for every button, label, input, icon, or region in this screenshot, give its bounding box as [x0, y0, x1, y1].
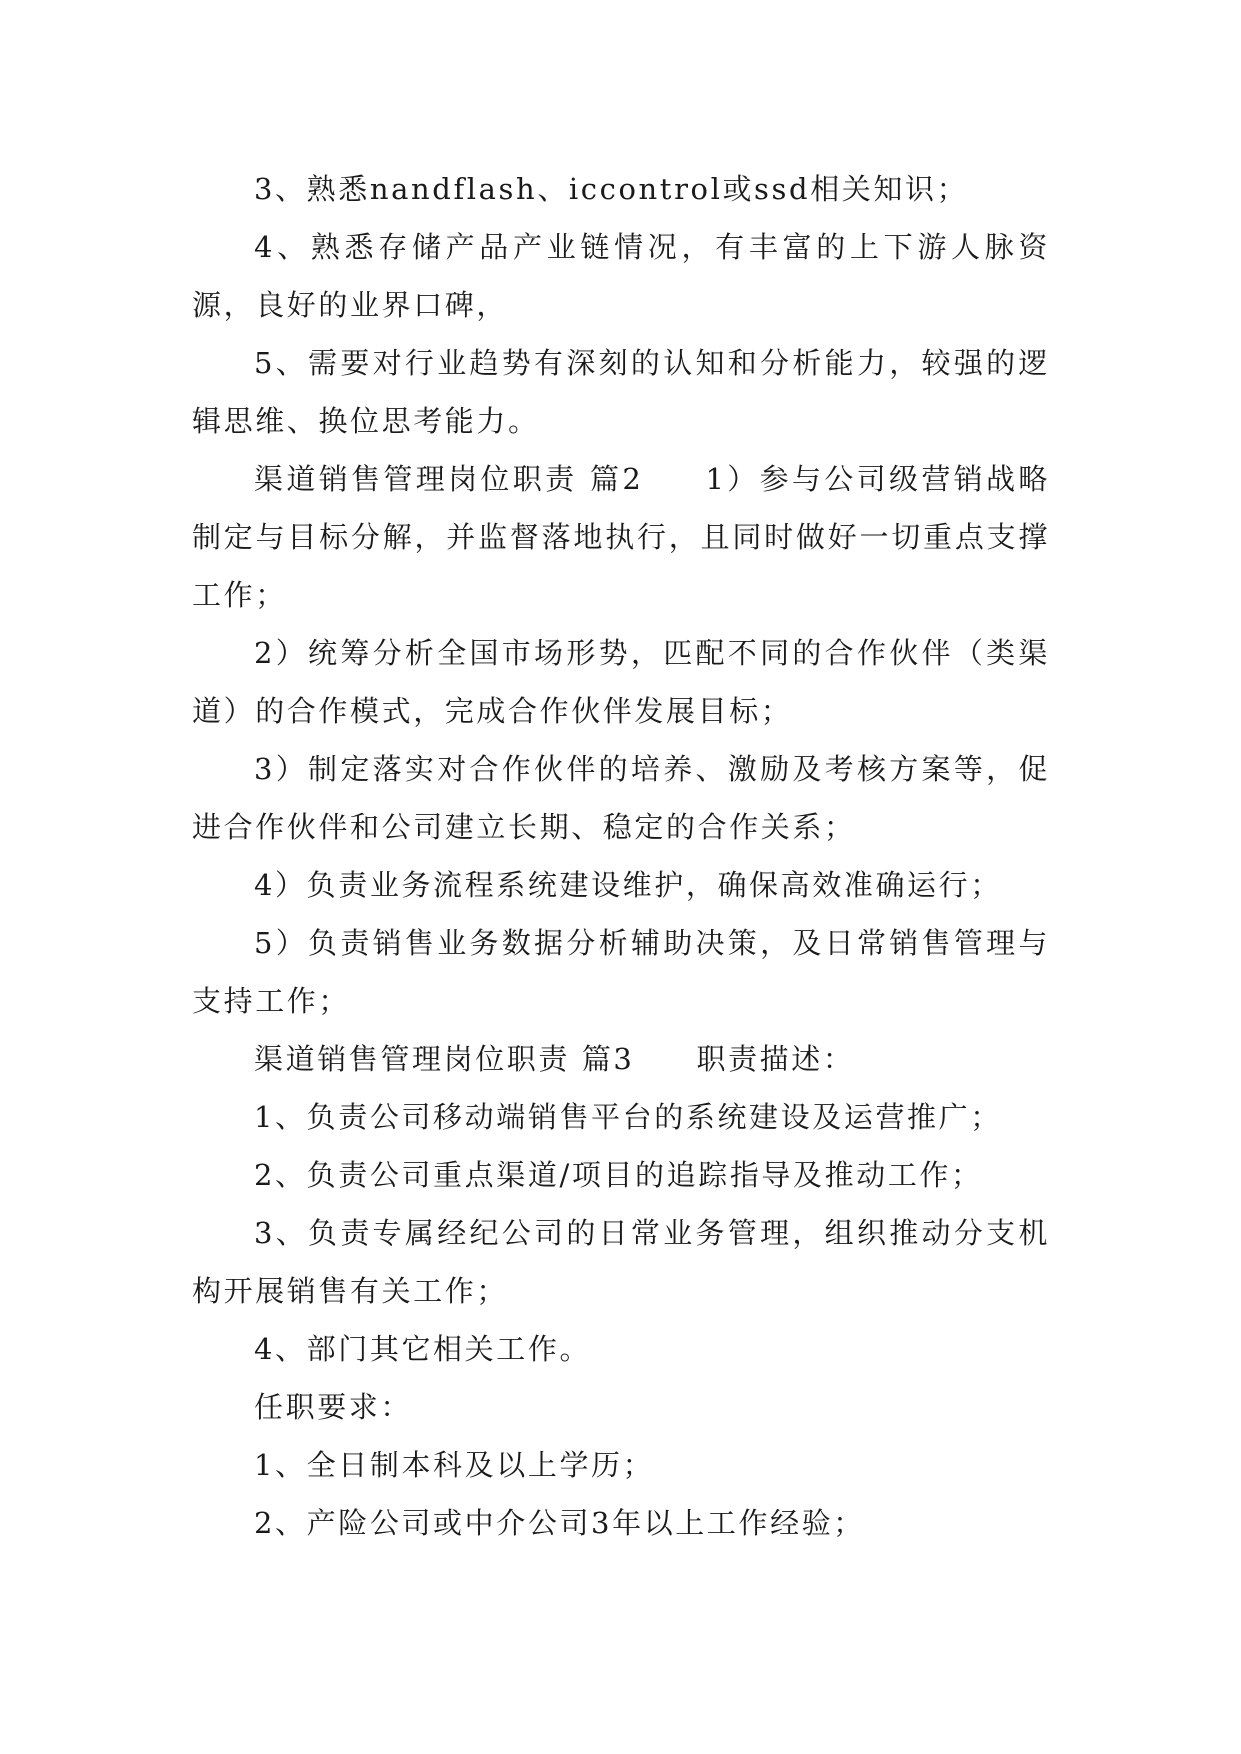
document-page	[192, 160, 1050, 1552]
paragraph-10: 1、负责公司移动端销售平台的系统建设及运营推广；	[254, 1100, 1002, 1134]
paragraph-11: 2、负责公司重点渠道/项目的追踪指导及推动工作；	[254, 1158, 983, 1192]
section-heading-2: 渠道销售管理岗位职责 篇2	[254, 462, 644, 496]
paragraph-5: 2）统筹分析全国市场形势，匹配不同的合作伙伴（类渠道）的合作模式，完成合作伙伴发展目标；	[192, 636, 1050, 728]
paragraph-3: 5、需要对行业趋势有深刻的认知和分析能力，较强的逻辑思维、换位思考能力。	[192, 346, 1050, 438]
paragraph-8: 5）负责销售业务数据分析辅助决策，及日常销售管理与支持工作；	[192, 926, 1050, 1018]
paragraph-2: 4、熟悉存储产品产业链情况，有丰富的上下游人脉资源，良好的业界口碑，	[192, 230, 1050, 322]
paragraph-14: 任职要求：	[254, 1390, 413, 1424]
paragraph-13: 4、部门其它相关工作。	[254, 1332, 592, 1366]
paragraph-12: 3、负责专属经纪公司的日常业务管理，组织推动分支机构开展销售有关工作；	[192, 1216, 1050, 1308]
section-text-2: 1）参与公司级营销战略制定与目标分解，并监督落地执行，且同时做好一切重点支撑工作；	[192, 462, 1050, 612]
section-text-3: 职责描述：	[696, 1042, 855, 1076]
paragraph-6: 3）制定落实对合作伙伴的培养、激励及考核方案等，促进合作伙伴和公司建立长期、稳定的合作关系；	[192, 752, 1050, 844]
paragraph-1: 3、熟悉nandflash、iccontrol或ssd相关知识；	[254, 172, 969, 206]
section-paragraph-3	[192, 1030, 1050, 1088]
section-paragraph-2	[192, 450, 1050, 624]
section-heading-3: 渠道销售管理岗位职责 篇3	[254, 1042, 635, 1076]
paragraph-15: 1、全日制本科及以上学历；	[254, 1448, 655, 1482]
paragraph-16: 2、产险公司或中介公司3年以上工作经验；	[254, 1506, 865, 1540]
paragraph-7: 4）负责业务流程系统建设维护，确保高效准确运行；	[254, 868, 1002, 902]
